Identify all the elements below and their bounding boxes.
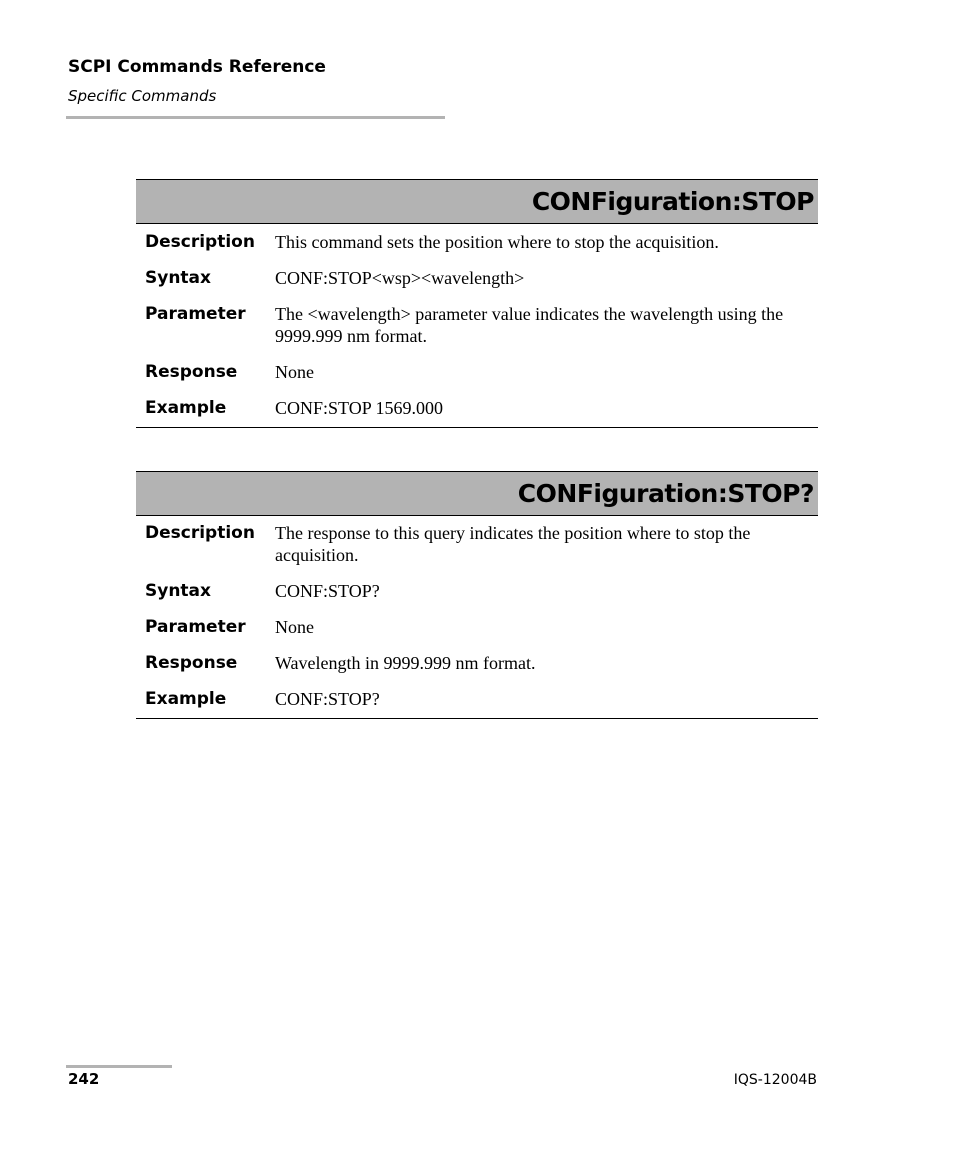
row-syntax [136, 566, 818, 602]
section-title: SCPI Commands Reference [68, 57, 326, 77]
row-syntax [136, 253, 818, 289]
row-value: None [275, 617, 314, 637]
row-value: Wavelength in 9999.999 nm format. [275, 653, 536, 673]
row-value: The <wavelength> parameter value indicates the wavelength using the 9999.999 nm format. [275, 304, 784, 346]
command-table-stop-query [136, 471, 818, 719]
row-label: Parameter [145, 304, 246, 324]
row-label: Description [145, 523, 255, 543]
row-parameter [136, 602, 818, 638]
command-heading: CONFiguration:STOP? [136, 471, 818, 516]
row-example [136, 383, 818, 427]
row-value: CONF:STOP 1569.000 [275, 398, 444, 418]
row-value: None [275, 362, 314, 382]
row-parameter [136, 289, 818, 347]
row-value: CONF:STOP? [275, 689, 380, 709]
row-label: Example [145, 689, 227, 709]
row-value: The response to this query indicates the position where to stop the acquisition. [275, 523, 751, 565]
row-label: Example [145, 398, 227, 418]
row-value: CONF:STOP? [275, 581, 380, 601]
row-label: Parameter [145, 617, 246, 637]
row-description [136, 224, 818, 253]
row-description [136, 516, 818, 566]
document-id: IQS-12004B [733, 1072, 817, 1088]
row-example [136, 674, 818, 718]
row-label: Syntax [145, 268, 211, 288]
command-heading: CONFiguration:STOP [136, 179, 818, 224]
row-label: Syntax [145, 581, 211, 601]
footer-rule [66, 1065, 172, 1068]
section-subtitle: Specific Commands [68, 87, 217, 105]
row-label: Response [145, 362, 238, 382]
header-rule [66, 116, 445, 119]
page-number: 242 [68, 1070, 100, 1088]
row-response [136, 638, 818, 674]
command-table-stop [136, 179, 818, 428]
row-label: Description [145, 232, 255, 252]
row-response [136, 347, 818, 383]
row-value: This command sets the position where to stop the acquisition. [275, 232, 719, 252]
row-value: CONF:STOP<wsp><wavelength> [275, 268, 525, 288]
row-label: Response [145, 653, 238, 673]
